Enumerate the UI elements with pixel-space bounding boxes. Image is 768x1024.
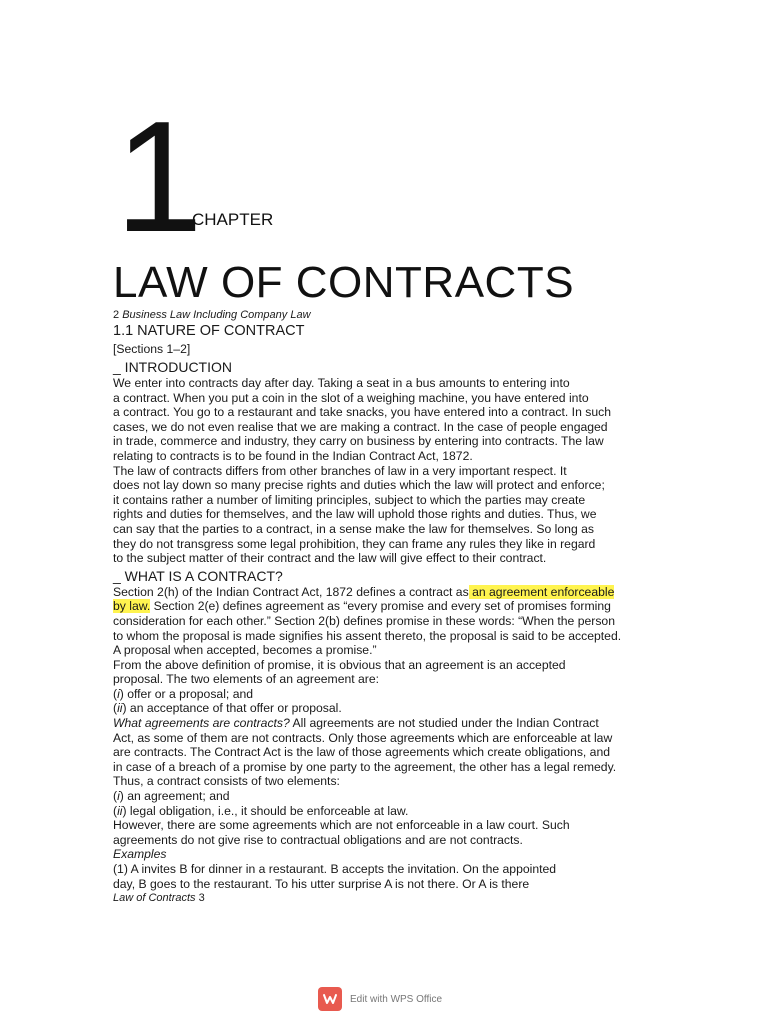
text-line: consideration for each other.” Section 2(b) defines promise in these words: “When the person (113, 613, 615, 628)
text-line: (1) A invites B for dinner in a restaurant. B accepts the invitation. On the appointed (113, 862, 557, 876)
wps-logo-icon (318, 987, 342, 1011)
text-line: We enter into contracts day after day. Taking a seat in a bus amounts to entering into (113, 376, 570, 390)
text-line: a contract. When you put a coin in the slot of a weighing machine, you have entered into (113, 390, 589, 405)
text-run: ) legal obligation, i.e., it should be enforceable at law. (122, 803, 409, 818)
text-line: rights and duties for themselves, and the law will uphold those rights and duties. Thus, we (113, 507, 597, 522)
text-line: can say that the parties to a contract, in a sense make the law for themselves. So long as (113, 521, 594, 536)
text-line: cases, we do not even realise that we are making a contract. In the case of people engaged (113, 419, 608, 434)
list-numeral: ii (117, 701, 123, 716)
text-line: they do not transgress some legal prohibition, they can frame any rules they like in regard (113, 536, 596, 551)
text-run: ) an acceptance of that offer or proposal. (122, 701, 342, 716)
text-line: to whom the proposal is made signifies his assent thereto, the proposal is said to be accepted. (113, 628, 622, 643)
wps-label[interactable]: Edit with WPS Office (350, 993, 443, 1005)
chapter-number: 1 (115, 89, 203, 265)
intro-paragraphs (113, 376, 643, 566)
italic-lead: What agreements are contracts? (113, 716, 290, 731)
text-line (113, 599, 643, 614)
text-line: Act, as some of them are not contracts. Only those agreements which are enforceable at law (113, 730, 613, 745)
intro-heading: _ INTRODUCTION (113, 359, 232, 375)
text-line: Thus, a contract consists of two elements: (113, 774, 340, 789)
text-line: to the subject matter of their contract and the law will give effect to their contract. (113, 551, 547, 566)
text-line (113, 716, 643, 731)
text-line: does not lay down so many precise rights and duties which the law will protect and enforce; (113, 478, 605, 493)
examples-label: Examples (113, 847, 167, 862)
list-numeral: i (117, 686, 120, 701)
chapter-label: CHAPTER (192, 210, 274, 229)
text-line: a contract. You go to a restaurant and take snacks, you have entered into a contract. In such (113, 405, 611, 420)
text-line: However, there are some agreements which are not enforceable in a law court. Such (113, 818, 570, 833)
list-item (113, 804, 643, 819)
text-line: proposal. The two elements of an agreement are: (113, 672, 380, 687)
text-line: agreements do not give rise to contractual obligations and are not contracts. (113, 832, 523, 847)
list-item (113, 687, 643, 702)
document-body (113, 308, 643, 905)
running-head-book: Business Law Including Company Law (122, 309, 311, 321)
text-run: Section 2(e) defines agreement as “every promise and every set of promises forming (150, 599, 611, 614)
text-run: ( (113, 803, 118, 818)
wps-edit-button[interactable] (318, 985, 442, 1013)
contract-heading: _ WHAT IS A CONTRACT? (113, 567, 283, 584)
text-line: it contains rather a number of limiting principles, subject to which the parties may create (113, 492, 586, 507)
text-run: ) an agreement; and (119, 789, 230, 804)
section-ref: [Sections 1–2] (113, 342, 191, 356)
running-head (113, 308, 643, 322)
text-line: are contracts. The Contract Act is the law of those agreements which create obligations, and (113, 745, 611, 760)
page-footer (113, 891, 643, 905)
text-line: day, B goes to the restaurant. To his utter surprise A is not there. Or A is there (113, 876, 530, 891)
text-run: ( (113, 701, 118, 716)
footer-page: 3 (198, 892, 205, 905)
text-line: in case of a breach of a promise by one party to the agreement, the other has a legal remedy. (113, 759, 617, 774)
contract-paragraphs (113, 585, 643, 891)
text-line: A proposal when accepted, becomes a promise.” (113, 643, 377, 658)
text-line: relating to contracts is to be found in the Indian Contract Act, 1872. (113, 448, 473, 463)
footer-title: Law of Contracts (113, 892, 196, 905)
list-item (113, 789, 643, 804)
section-title: 1.1 NATURE OF CONTRACT (113, 323, 305, 339)
list-numeral: ii (117, 803, 123, 818)
text-run: ( (113, 789, 118, 804)
text-run: All agreements are not studied under the Indian Contract (289, 716, 599, 731)
highlight: by law. (113, 599, 151, 614)
page-title: LAW OF CONTRACTS (113, 258, 575, 307)
text-line: in trade, commerce and industry, they carry on business by entering into contracts. The law (113, 434, 604, 449)
text-line: The law of contracts differs from other branches of law in a very important respect. It (113, 463, 567, 478)
running-head-page: 2 (113, 309, 120, 321)
text-line (113, 585, 643, 600)
text-run: ( (113, 686, 118, 701)
list-numeral: i (117, 789, 120, 804)
wps-w-glyph (322, 991, 338, 1007)
list-item (113, 701, 643, 716)
text-run: ) offer or a proposal; and (119, 686, 254, 701)
text-run: Section 2(h) of the Indian Contract Act, 1872 defines a contract as (113, 584, 469, 599)
text-line: From the above definition of promise, it is obvious that an agreement is an accepted (113, 657, 566, 672)
highlight: an agreement enforceable (468, 584, 615, 599)
